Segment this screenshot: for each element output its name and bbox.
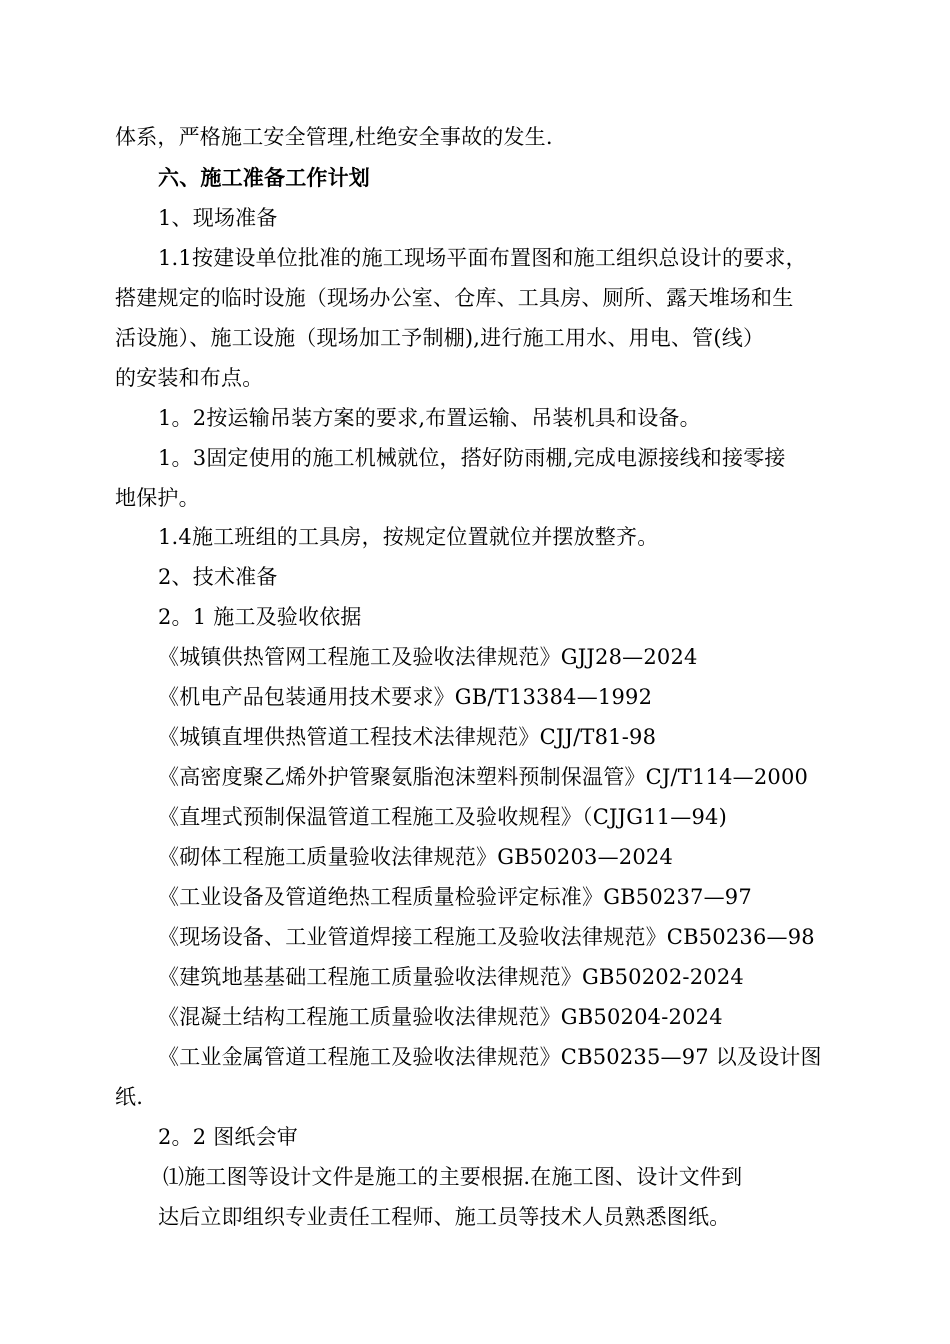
subsection-heading: 2。2 图纸会审 [158, 1125, 298, 1149]
reference-item: 《城镇直埋供热管道工程技术法律规范》CJJ/T81-98 [158, 725, 657, 749]
subsection-heading: 1、现场准备 [158, 206, 278, 230]
section-heading: 六、施工准备工作计划 [158, 165, 370, 190]
body-text-line: 1.1按建设单位批准的施工现场平面布置图和施工组织总设计的要求， [158, 246, 807, 270]
reference-item: 《高密度聚乙烯外护管聚氨脂泡沫塑料预制保温管》CJ/T114—2000 [158, 765, 809, 789]
body-text-line: 的安装和布点。 [115, 366, 264, 390]
reference-item: 《建筑地基基础工程施工质量验收法律规范》GB50202-2024 [158, 965, 744, 989]
body-text-line: ⑴施工图等设计文件是施工的主要根据.在施工图、设计文件到 [163, 1165, 743, 1189]
reference-item: 《城镇供热管网工程施工及验收法律规范》GJJ28—2024 [158, 645, 698, 669]
subsection-heading: 2。1 施工及验收依据 [158, 605, 362, 629]
body-text-line: 达后立即组织专业责任工程师、施工员等技术人员熟悉图纸。 [158, 1205, 731, 1229]
reference-item: 《砌体工程施工质量验收法律规范》GB50203—2024 [158, 845, 674, 869]
reference-item: 《机电产品包装通用技术要求》GB/T13384—1992 [158, 685, 653, 709]
reference-item: 《现场设备、工业管道焊接工程施工及验收法律规范》CB50236—98 [158, 925, 815, 949]
reference-item: 《混凝土结构工程施工质量验收法律规范》GB50204-2024 [158, 1005, 723, 1029]
body-text-line: 纸. [115, 1085, 144, 1109]
body-text-line: 1。3固定使用的施工机械就位，搭好防雨棚,完成电源接线和接零接 [158, 446, 786, 470]
body-text-line: 1。2按运输吊装方案的要求,布置运输、吊装机具和设备。 [158, 406, 701, 430]
body-text-line: 1.4施工班组的工具房，按规定位置就位并摆放整齐。 [158, 525, 659, 549]
body-text-line: 地保护。 [115, 486, 200, 510]
subsection-heading: 2、技术准备 [158, 565, 278, 589]
body-text-line: 搭建规定的临时设施（现场办公室、仓库、工具房、厕所、露天堆场和生 [115, 286, 794, 310]
reference-item: 《直埋式预制保温管道工程施工及验收规程》（CJJG11—94) [158, 805, 728, 829]
body-text-line: 体系，严格施工安全管理,杜绝安全事故的发生. [115, 125, 553, 149]
reference-item: 《工业金属管道工程施工及验收法律规范》CB50235—97 以及设计图 [158, 1045, 822, 1069]
body-text-line: 活设施）、施工设施（现场加工予制棚),进行施工用水、用电、管(线） [115, 326, 765, 350]
reference-item: 《工业设备及管道绝热工程质量检验评定标准》GB50237—97 [158, 885, 752, 909]
